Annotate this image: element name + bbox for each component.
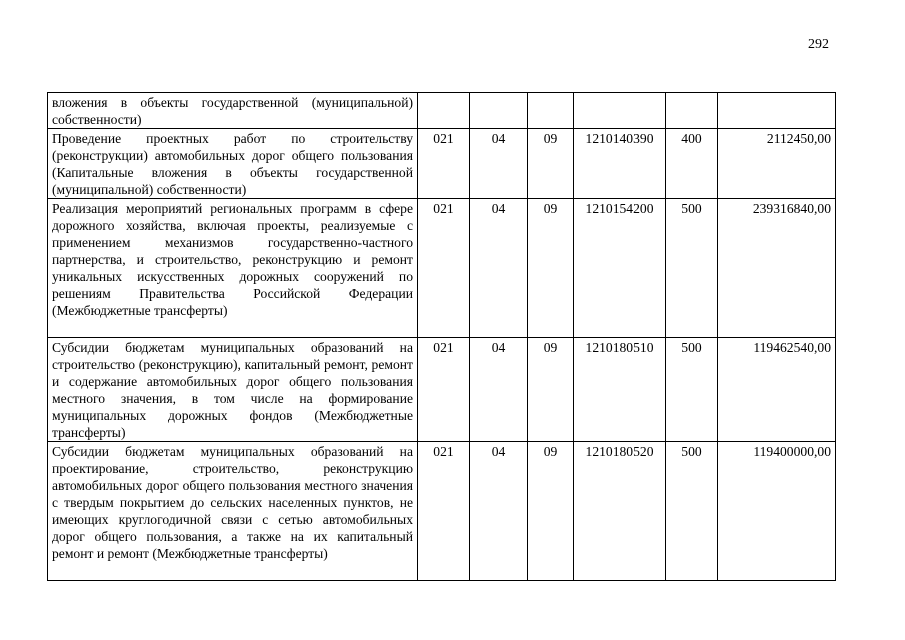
row-subsection-code: 09 [528,442,574,581]
row-admin-code [418,93,470,129]
table-row [48,442,836,581]
table-row [48,199,836,338]
page-number: 292 [808,37,829,52]
row-admin-code: 021 [418,338,470,442]
table-row [48,93,836,129]
row-admin-code: 021 [418,442,470,581]
row-section-code: 04 [470,199,528,338]
table-row [48,129,836,199]
row-amount: 2112450,00 [718,129,836,199]
row-amount: 119462540,00 [718,338,836,442]
row-description: Субсидии бюджетам муниципальных образований на проектирование, строительство, реконструкцию автомобильных дорог общего пользования местного значения с твердым покрытием до сельских населенных пунктов, не имеющих круглогодичной связи с сетью автомобильных дорог общего пользования, а также на их капитальный ремонт и ремонт (Межбюджетные трансферты) [48,442,418,581]
row-description: Субсидии бюджетам муниципальных образований на строительство (реконструкцию), капитальный ремонт, ремонт и содержание автомобильных дорог общего пользования местного значения, в том числе на формирование муниципальных дорожных фондов (Межбюджетные трансферты) [48,338,418,442]
row-description: Реализация мероприятий региональных программ в сфере дорожного хозяйства, включая проекты, реализуемые с применением механизмов государственно-частного партнерства, и строительство, реконструкцию и ремонт уникальных искусственных дорожных сооружений по решениям Правительства Российской Федерации (Межбюджетные трансферты) [48,199,418,338]
row-admin-code: 021 [418,129,470,199]
row-expense-type [666,93,718,129]
row-section-code: 04 [470,129,528,199]
row-amount: 119400000,00 [718,442,836,581]
row-section-code: 04 [470,338,528,442]
row-amount: 239316840,00 [718,199,836,338]
row-target-code: 1210180520 [574,442,666,581]
row-expense-type: 500 [666,442,718,581]
row-section-code [470,93,528,129]
row-section-code: 04 [470,442,528,581]
row-expense-type: 400 [666,129,718,199]
row-description: Проведение проектных работ по строительству (реконструкции) автомобильных дорог общего пользования (Капитальные вложения в объекты государственной (муниципальной) собственности) [48,129,418,199]
row-amount [718,93,836,129]
row-expense-type: 500 [666,199,718,338]
row-subsection-code: 09 [528,199,574,338]
row-target-code: 1210140390 [574,129,666,199]
row-subsection-code [528,93,574,129]
row-subsection-code: 09 [528,338,574,442]
row-expense-type: 500 [666,338,718,442]
table-row [48,338,836,442]
row-description: вложения в объекты государственной (муниципальной) собственности) [48,93,418,129]
row-admin-code: 021 [418,199,470,338]
budget-table [47,92,836,581]
row-target-code: 1210154200 [574,199,666,338]
row-target-code [574,93,666,129]
row-subsection-code: 09 [528,129,574,199]
row-target-code: 1210180510 [574,338,666,442]
